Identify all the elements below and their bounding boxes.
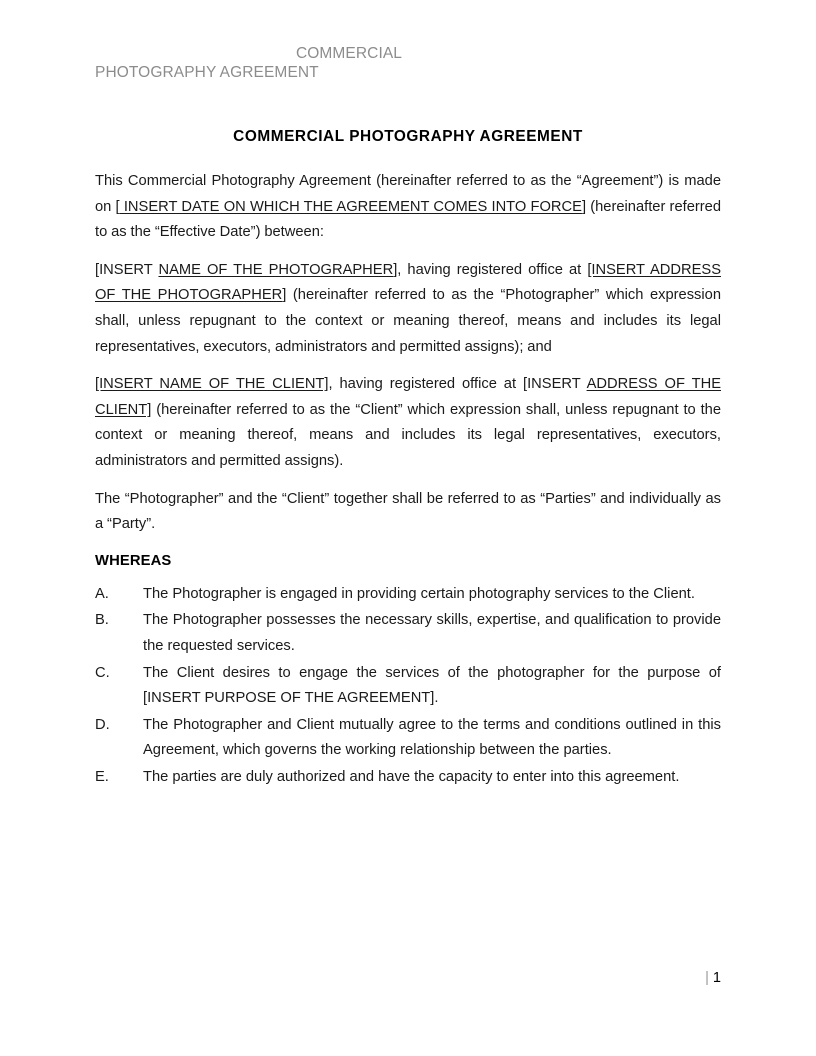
- p3-blank-client-address: ADDRESS OF THE CLIENT]: [95, 376, 721, 418]
- list-item-marker: B.: [95, 612, 109, 629]
- list-item-text: The Photographer is engaged in providing certain photography services to the Client.: [143, 585, 695, 602]
- list-item-text: The Photographer and Client mutually agree to the terms and conditions outlined in this Agreement, which governs the working relationship between the parties.: [143, 716, 721, 759]
- list-item: [95, 713, 721, 764]
- list-item-text: The Photographer possesses the necessary skills, expertise, and qualification to provide the requested services.: [143, 612, 721, 654]
- p2-segment-5: ] (hereinafter referred to as the “Photographer” which expression shall, unless repugnant to the context or meaning thereof, means and includes its legal representatives, executors, administrators and permitted assigns); and: [95, 287, 721, 355]
- paragraph-recitals-date: [95, 169, 721, 246]
- p1-segment-1: This Commercial Photography Agreement (hereinafter referred to as the “Agreement”) is made on [: [95, 173, 721, 215]
- document-body: [95, 169, 721, 791]
- list-item-marker: C.: [95, 664, 110, 681]
- p2-blank-photographer-address: [INSERT ADDRESS OF THE PHOTOGRAPHER: [95, 261, 721, 304]
- p1-segment-3: ] (hereinafter referred to as the “Effective Date”) between:: [95, 198, 721, 241]
- list-item-marker: A.: [95, 585, 109, 602]
- page-number: 1: [712, 970, 721, 986]
- running-header-line-2: PHOTOGRAPHY AGREEMENT: [95, 64, 319, 81]
- footer-separator: |: [705, 970, 709, 986]
- list-item-marker: D.: [95, 716, 110, 733]
- list-item: [95, 765, 721, 791]
- list-item: [95, 582, 721, 608]
- p2-blank-photographer-name: NAME OF THE PHOTOGRAPHER: [158, 261, 394, 278]
- p3-blank-client-name: [INSERT NAME OF THE CLIENT]: [95, 376, 329, 393]
- list-item-text: The Client desires to engage the services of the photographer for the purpose of [INSERT PURPOSE OF THE AGREEMENT].: [143, 664, 721, 707]
- p3-segment-2: , having registered office at [INSERT: [328, 376, 587, 393]
- p1-blank-date: INSERT DATE ON WHICH THE AGREEMENT COMES INTO FORCE: [119, 198, 582, 215]
- paragraph-parties-definition: The “Photographer” and the “Client” together shall be referred to as “Parties” and individually as a “Party”.: [95, 490, 721, 533]
- whereas-heading: WHEREAS: [95, 552, 172, 569]
- running-header-line-1: COMMERCIAL: [295, 45, 403, 62]
- running-header: [95, 44, 721, 82]
- list-item: [95, 608, 721, 659]
- p3-segment-4: (hereinafter referred to as the “Client” which expression shall, unless repugnant to the context or meaning thereof, means and includes its legal representatives, executors, administrators and permitted assigns).: [95, 401, 721, 469]
- list-item-text: The parties are duly authorized and have the capacity to enter into this agreement.: [143, 768, 680, 785]
- paragraph-photographer-party: [95, 258, 721, 360]
- paragraph-client-party: [95, 372, 721, 474]
- p2-segment-3: ], having registered office at: [393, 261, 588, 278]
- p2-segment-1: [INSERT: [95, 261, 159, 278]
- list-item-marker: E.: [95, 768, 109, 785]
- whereas-list: [95, 582, 721, 791]
- document-title: COMMERCIAL PHOTOGRAPHY AGREEMENT: [233, 128, 583, 145]
- page-footer: [95, 968, 721, 988]
- list-item: [95, 661, 721, 712]
